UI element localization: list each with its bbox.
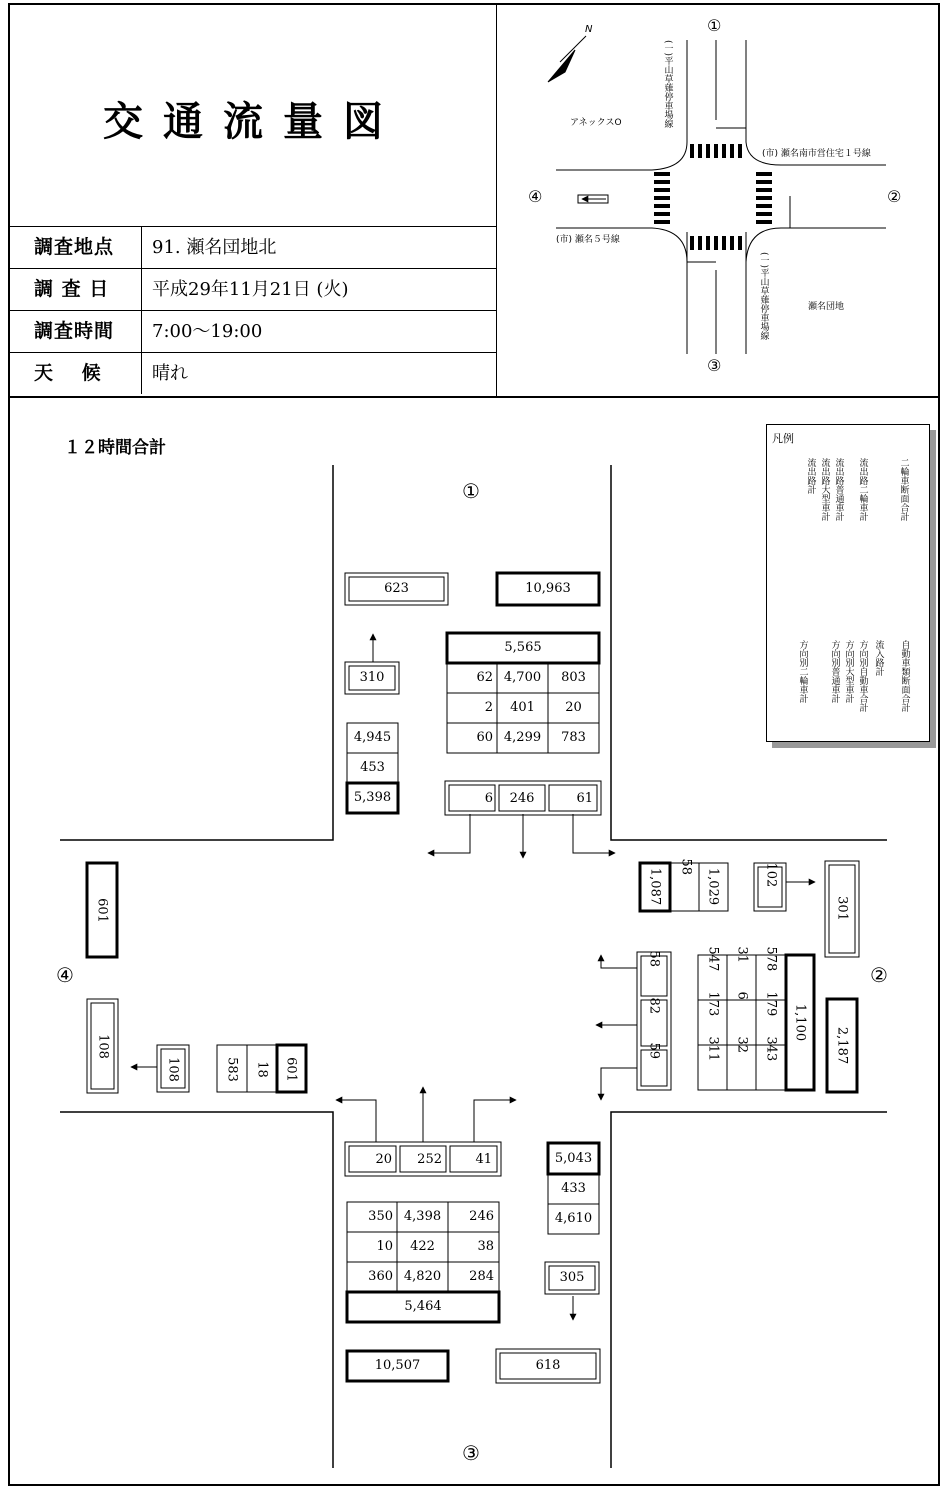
east-out-large: 58 (678, 858, 694, 876)
section-title: １２時間合計 (64, 438, 166, 458)
north-cell: 4,700 (503, 670, 542, 685)
info-label: 調 査 日 (10, 269, 142, 310)
map-leg-4: ④ (528, 187, 543, 206)
crosswalk-east (756, 172, 772, 224)
east-cell: 6 (734, 991, 750, 1000)
east-out-total: 1,087 (647, 867, 663, 906)
north-out-total: 5,398 (353, 790, 392, 805)
west-out-large: 18 (254, 1061, 270, 1078)
south-cross-total: 10,507 (374, 1358, 421, 1373)
leg-2: ② (870, 963, 888, 987)
east-cell: 32 (734, 1036, 750, 1054)
map-label-station-line-south: (一)平山草薙停車場線 (758, 252, 769, 341)
east-moto-cross: 301 (834, 896, 850, 921)
map-leg-1: ① (707, 16, 722, 35)
south-out-total: 5,043 (554, 1151, 593, 1166)
east-cell: 311 (705, 1036, 721, 1062)
east-out-normal: 1,029 (705, 867, 721, 906)
north-out-large: 453 (360, 760, 385, 775)
east-moto-dir: 82 (646, 997, 662, 1015)
map-label-danchi: 瀬名団地 (808, 302, 845, 312)
north-moto-straight: 246 (509, 791, 535, 806)
map-leg-3: ③ (707, 356, 722, 375)
east-cell: 31 (734, 946, 750, 964)
south-cell: 350 (368, 1209, 393, 1224)
east-moto-dir: 58 (646, 950, 662, 968)
east-cross-total: 2,187 (834, 1026, 850, 1065)
north-cell: 2 (484, 700, 493, 715)
north-label: N (585, 24, 593, 35)
legend-label: 二輪車断面合計 (898, 458, 909, 521)
west-out-normal: 583 (224, 1057, 240, 1082)
south-cell: 284 (469, 1269, 494, 1284)
east-cell: 343 (763, 1036, 779, 1062)
south-cell: 360 (368, 1269, 393, 1284)
info-value: 7:00〜19:00 (152, 321, 263, 342)
west-out-moto: 108 (165, 1057, 181, 1082)
map-label-annex: アネックスO (570, 118, 622, 128)
leg-4: ④ (56, 963, 74, 987)
legend-label: 方向別大型車計 (843, 640, 854, 703)
south-cell: 422 (410, 1239, 435, 1254)
north-in-total: 5,565 (504, 640, 542, 655)
north-arrow-icon (548, 50, 575, 82)
north-out-normal: 4,945 (353, 730, 392, 745)
south-cell: 4,820 (403, 1269, 442, 1284)
legend-label: 流出路普通車計 (833, 458, 844, 521)
legend-label: 方向別二輪車計 (797, 640, 808, 703)
info-label: 調査地点 (10, 227, 142, 268)
north-cell: 803 (561, 670, 586, 685)
north-out-moto: 623 (384, 581, 409, 596)
east-cell: 547 (705, 946, 721, 972)
legend-label: 方向別自動車合計 (857, 640, 868, 712)
east-cell: 173 (705, 991, 721, 1017)
info-value: 91. 瀬名団地北 (152, 237, 277, 258)
east-cell: 578 (763, 946, 779, 972)
north-cell: 4,299 (503, 730, 542, 745)
legend-label: 流出路計 (805, 458, 816, 494)
leg-3: ③ (462, 1441, 480, 1465)
map-label-route-east: (市) 瀬名南市営住宅１号線 (762, 149, 871, 159)
south-out-moto: 305 (559, 1270, 585, 1285)
east-in-total: 1,100 (792, 1003, 808, 1042)
crosswalk-south (690, 236, 742, 250)
info-label: 天 候 (10, 353, 142, 394)
info-label: 調査時間 (10, 311, 142, 352)
east-out-moto: 102 (763, 862, 779, 888)
east-cell: 179 (763, 991, 779, 1017)
south-cell: 246 (469, 1209, 494, 1224)
south-cell: 4,398 (403, 1209, 442, 1224)
info-value: 晴れ (152, 363, 188, 384)
legend-title: 凡例 (772, 432, 794, 445)
legend-label: 流入路計 (873, 640, 884, 676)
north-cell: 20 (565, 700, 582, 715)
map-label-route-west: (市) 瀬名５号線 (556, 235, 620, 245)
south-moto-left: 20 (375, 1152, 392, 1167)
legend-label: 流出路大型車計 (819, 458, 830, 521)
north-cell: 783 (561, 730, 586, 745)
crosswalk-west (654, 172, 670, 224)
north-cell: 60 (476, 730, 493, 745)
south-moto-straight: 252 (417, 1152, 442, 1167)
leg-1: ① (462, 479, 480, 503)
info-value: 平成29年11月21日 (火) (152, 279, 349, 300)
legend-label: 自動車類断面合計 (899, 640, 910, 712)
map-leg-2: ② (887, 187, 902, 206)
legend-label: 方向別普通車計 (829, 640, 840, 703)
south-out-normal: 4,610 (554, 1211, 593, 1226)
north-cell: 401 (510, 700, 535, 715)
west-out-total: 601 (283, 1057, 299, 1082)
north-cross-total: 10,963 (525, 581, 571, 596)
north-moto-right: 61 (576, 791, 593, 806)
west-moto-cross-top: 601 (94, 898, 110, 923)
east-moto-dir: 59 (646, 1042, 662, 1060)
north-cell: 62 (476, 670, 493, 685)
page-title: 交通流量図 (103, 99, 403, 145)
south-in-total: 5,464 (404, 1299, 442, 1314)
south-cell: 38 (477, 1239, 494, 1254)
map-label-station-line-north: (一)平山草薙停車場線 (662, 40, 673, 129)
north-out-moto-dir: 310 (359, 670, 385, 685)
south-out-large: 433 (561, 1181, 586, 1196)
crosswalk-north (690, 144, 742, 158)
legend-label: 流出路二輪車計 (857, 458, 868, 521)
north-moto-left: 6 (484, 791, 493, 806)
west-moto-cross-bottom: 108 (95, 1034, 111, 1059)
south-moto-right: 41 (475, 1152, 492, 1167)
south-cell: 10 (376, 1239, 393, 1254)
south-moto-cross: 618 (535, 1358, 561, 1373)
